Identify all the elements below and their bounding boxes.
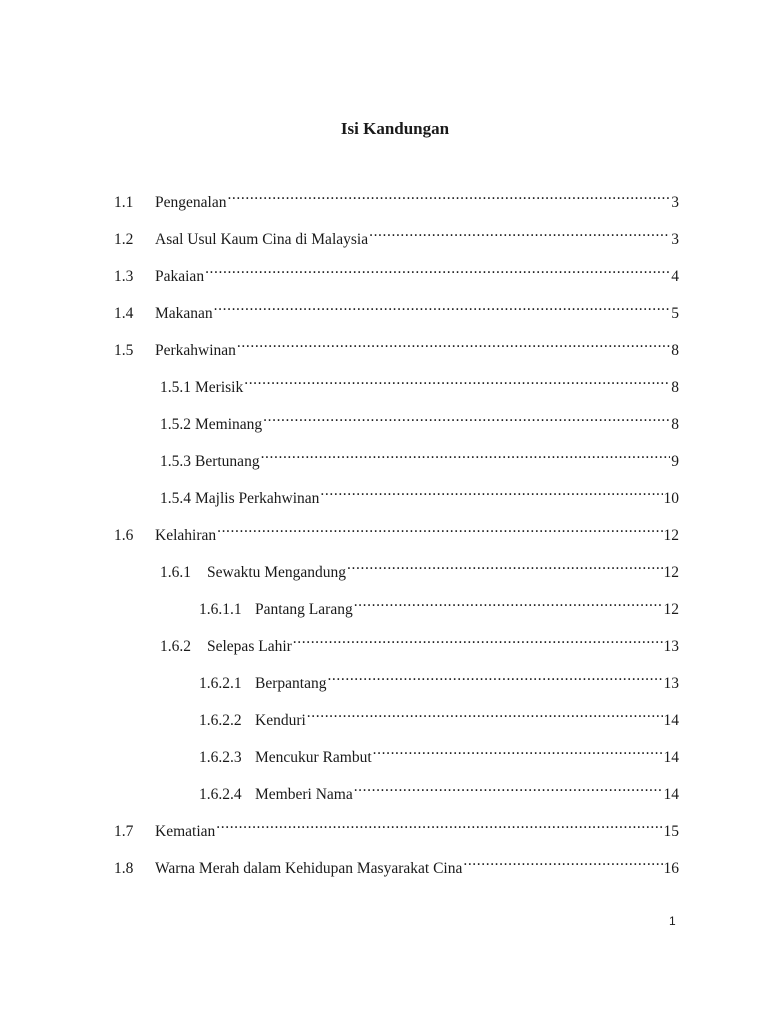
page-title: Isi Kandungan <box>340 119 450 138</box>
dot-leader <box>369 222 670 244</box>
toc-entry <box>114 851 679 877</box>
dot-leader <box>244 370 670 392</box>
toc-entry-page: 14 <box>663 712 679 729</box>
dot-leader <box>293 629 663 651</box>
toc-subsubentry <box>199 592 679 618</box>
toc-entry-number: 1.7 <box>114 823 134 840</box>
toc-entry-page: 8 <box>671 416 679 433</box>
toc-entry-page: 13 <box>663 638 679 655</box>
toc-entry-number: 1.5.2 <box>160 416 191 433</box>
dot-leader <box>214 296 671 318</box>
toc-entry <box>114 185 679 211</box>
toc-entry <box>114 296 679 322</box>
toc-entry-page: 10 <box>663 490 679 507</box>
dot-leader <box>307 703 663 725</box>
toc-entry-number: 1.5.4 <box>160 490 191 507</box>
toc-entry-label: Pantang Larang <box>255 601 353 618</box>
toc-entry-number: 1.2 <box>114 231 134 248</box>
dot-leader <box>227 185 670 207</box>
toc-entry-label: Kematian <box>155 823 216 840</box>
toc-entry-number: 1.5.3 <box>160 453 191 470</box>
toc-subentry <box>160 407 679 433</box>
dot-leader <box>320 481 662 503</box>
toc-entry-label: Memberi Nama <box>255 786 353 803</box>
toc-entry-number: 1.6.1 <box>160 564 191 581</box>
toc-entry-number: 1.6.2.4 <box>199 786 242 803</box>
toc-subentry <box>160 481 679 507</box>
dot-leader <box>347 555 662 577</box>
toc-entry-page: 3 <box>671 194 679 211</box>
toc-entry <box>114 259 679 285</box>
dot-leader <box>373 740 663 762</box>
toc-entry <box>114 518 679 544</box>
toc-entry-label: Pakaian <box>155 268 205 285</box>
toc-entry-label: Asal Usul Kaum Cina di Malaysia <box>155 231 369 248</box>
toc-entry-page: 5 <box>671 305 679 322</box>
dot-leader <box>217 518 662 540</box>
toc-entry-number: 1.1 <box>114 194 134 211</box>
toc-subsubentry <box>199 777 679 803</box>
toc-subsubentry <box>199 703 679 729</box>
dot-leader <box>205 259 670 281</box>
toc-entry-page: 16 <box>663 860 679 877</box>
toc-entry-label: Perkahwinan <box>155 342 236 359</box>
dot-leader <box>354 592 663 614</box>
toc-entry-number: 1.6.2.1 <box>199 675 242 692</box>
toc-entry-label: Kelahiran <box>155 527 217 544</box>
toc-entry-number: 1.4 <box>114 305 134 322</box>
toc-entry-number: 1.5.1 <box>160 379 191 396</box>
toc-subentry <box>160 444 679 470</box>
dot-leader <box>216 814 662 836</box>
toc-entry-page: 3 <box>671 231 679 248</box>
toc-entry-page: 12 <box>663 564 679 581</box>
dot-leader <box>354 777 663 799</box>
toc-entry-number: 1.6.2.2 <box>199 712 242 729</box>
toc-entry-label: Warna Merah dalam Kehidupan Masyarakat Cina <box>155 860 463 877</box>
toc-entry-number: 1.3 <box>114 268 134 285</box>
toc-entry-page: 9 <box>671 453 679 470</box>
dot-leader <box>237 333 670 355</box>
toc-entry-page: 8 <box>671 342 679 359</box>
toc-entry-label: Pengenalan <box>155 194 227 211</box>
toc-entry-number: 1.8 <box>114 860 134 877</box>
toc-entry-page: 12 <box>663 527 679 544</box>
dot-leader <box>463 851 662 873</box>
toc-subentry <box>160 629 679 655</box>
toc-entry-label: Merisik <box>195 379 244 396</box>
toc-entry-label: Meminang <box>195 416 263 433</box>
toc-entry-page: 14 <box>663 749 679 766</box>
toc-entry-number: 1.5 <box>114 342 134 359</box>
toc-entry-number: 1.6 <box>114 527 134 544</box>
toc-entry-page: 13 <box>663 675 679 692</box>
toc-entry-page: 4 <box>671 268 679 285</box>
toc-subsubentry <box>199 740 679 766</box>
toc-entry-number: 1.6.1.1 <box>199 601 242 618</box>
page-number: 1 <box>669 914 676 928</box>
toc-subsubentry <box>199 666 679 692</box>
toc-entry-page: 8 <box>671 379 679 396</box>
toc-entry-label: Mencukur Rambut <box>255 749 372 766</box>
toc-entry-label: Majlis Perkahwinan <box>195 490 320 507</box>
toc-entry-label: Makanan <box>155 305 213 322</box>
toc-entry-label: Sewaktu Mengandung <box>207 564 347 581</box>
toc-entry-number: 1.6.2.3 <box>199 749 242 766</box>
toc-entry <box>114 333 679 359</box>
toc-entry-page: 14 <box>663 786 679 803</box>
toc-entry <box>114 222 679 248</box>
toc-subentry <box>160 370 679 396</box>
dot-leader <box>261 444 671 466</box>
toc-entry-label: Selepas Lahir <box>207 638 292 655</box>
dot-leader <box>263 407 670 429</box>
toc-entry-label: Berpantang <box>255 675 327 692</box>
toc-entry-label: Bertunang <box>195 453 260 470</box>
toc-entry-page: 12 <box>663 601 679 618</box>
toc-entry-page: 15 <box>663 823 679 840</box>
toc-subentry <box>160 555 679 581</box>
toc-entry-label: Kenduri <box>255 712 306 729</box>
dot-leader <box>327 666 662 688</box>
toc-entry <box>114 814 679 840</box>
toc-entry-number: 1.6.2 <box>160 638 191 655</box>
